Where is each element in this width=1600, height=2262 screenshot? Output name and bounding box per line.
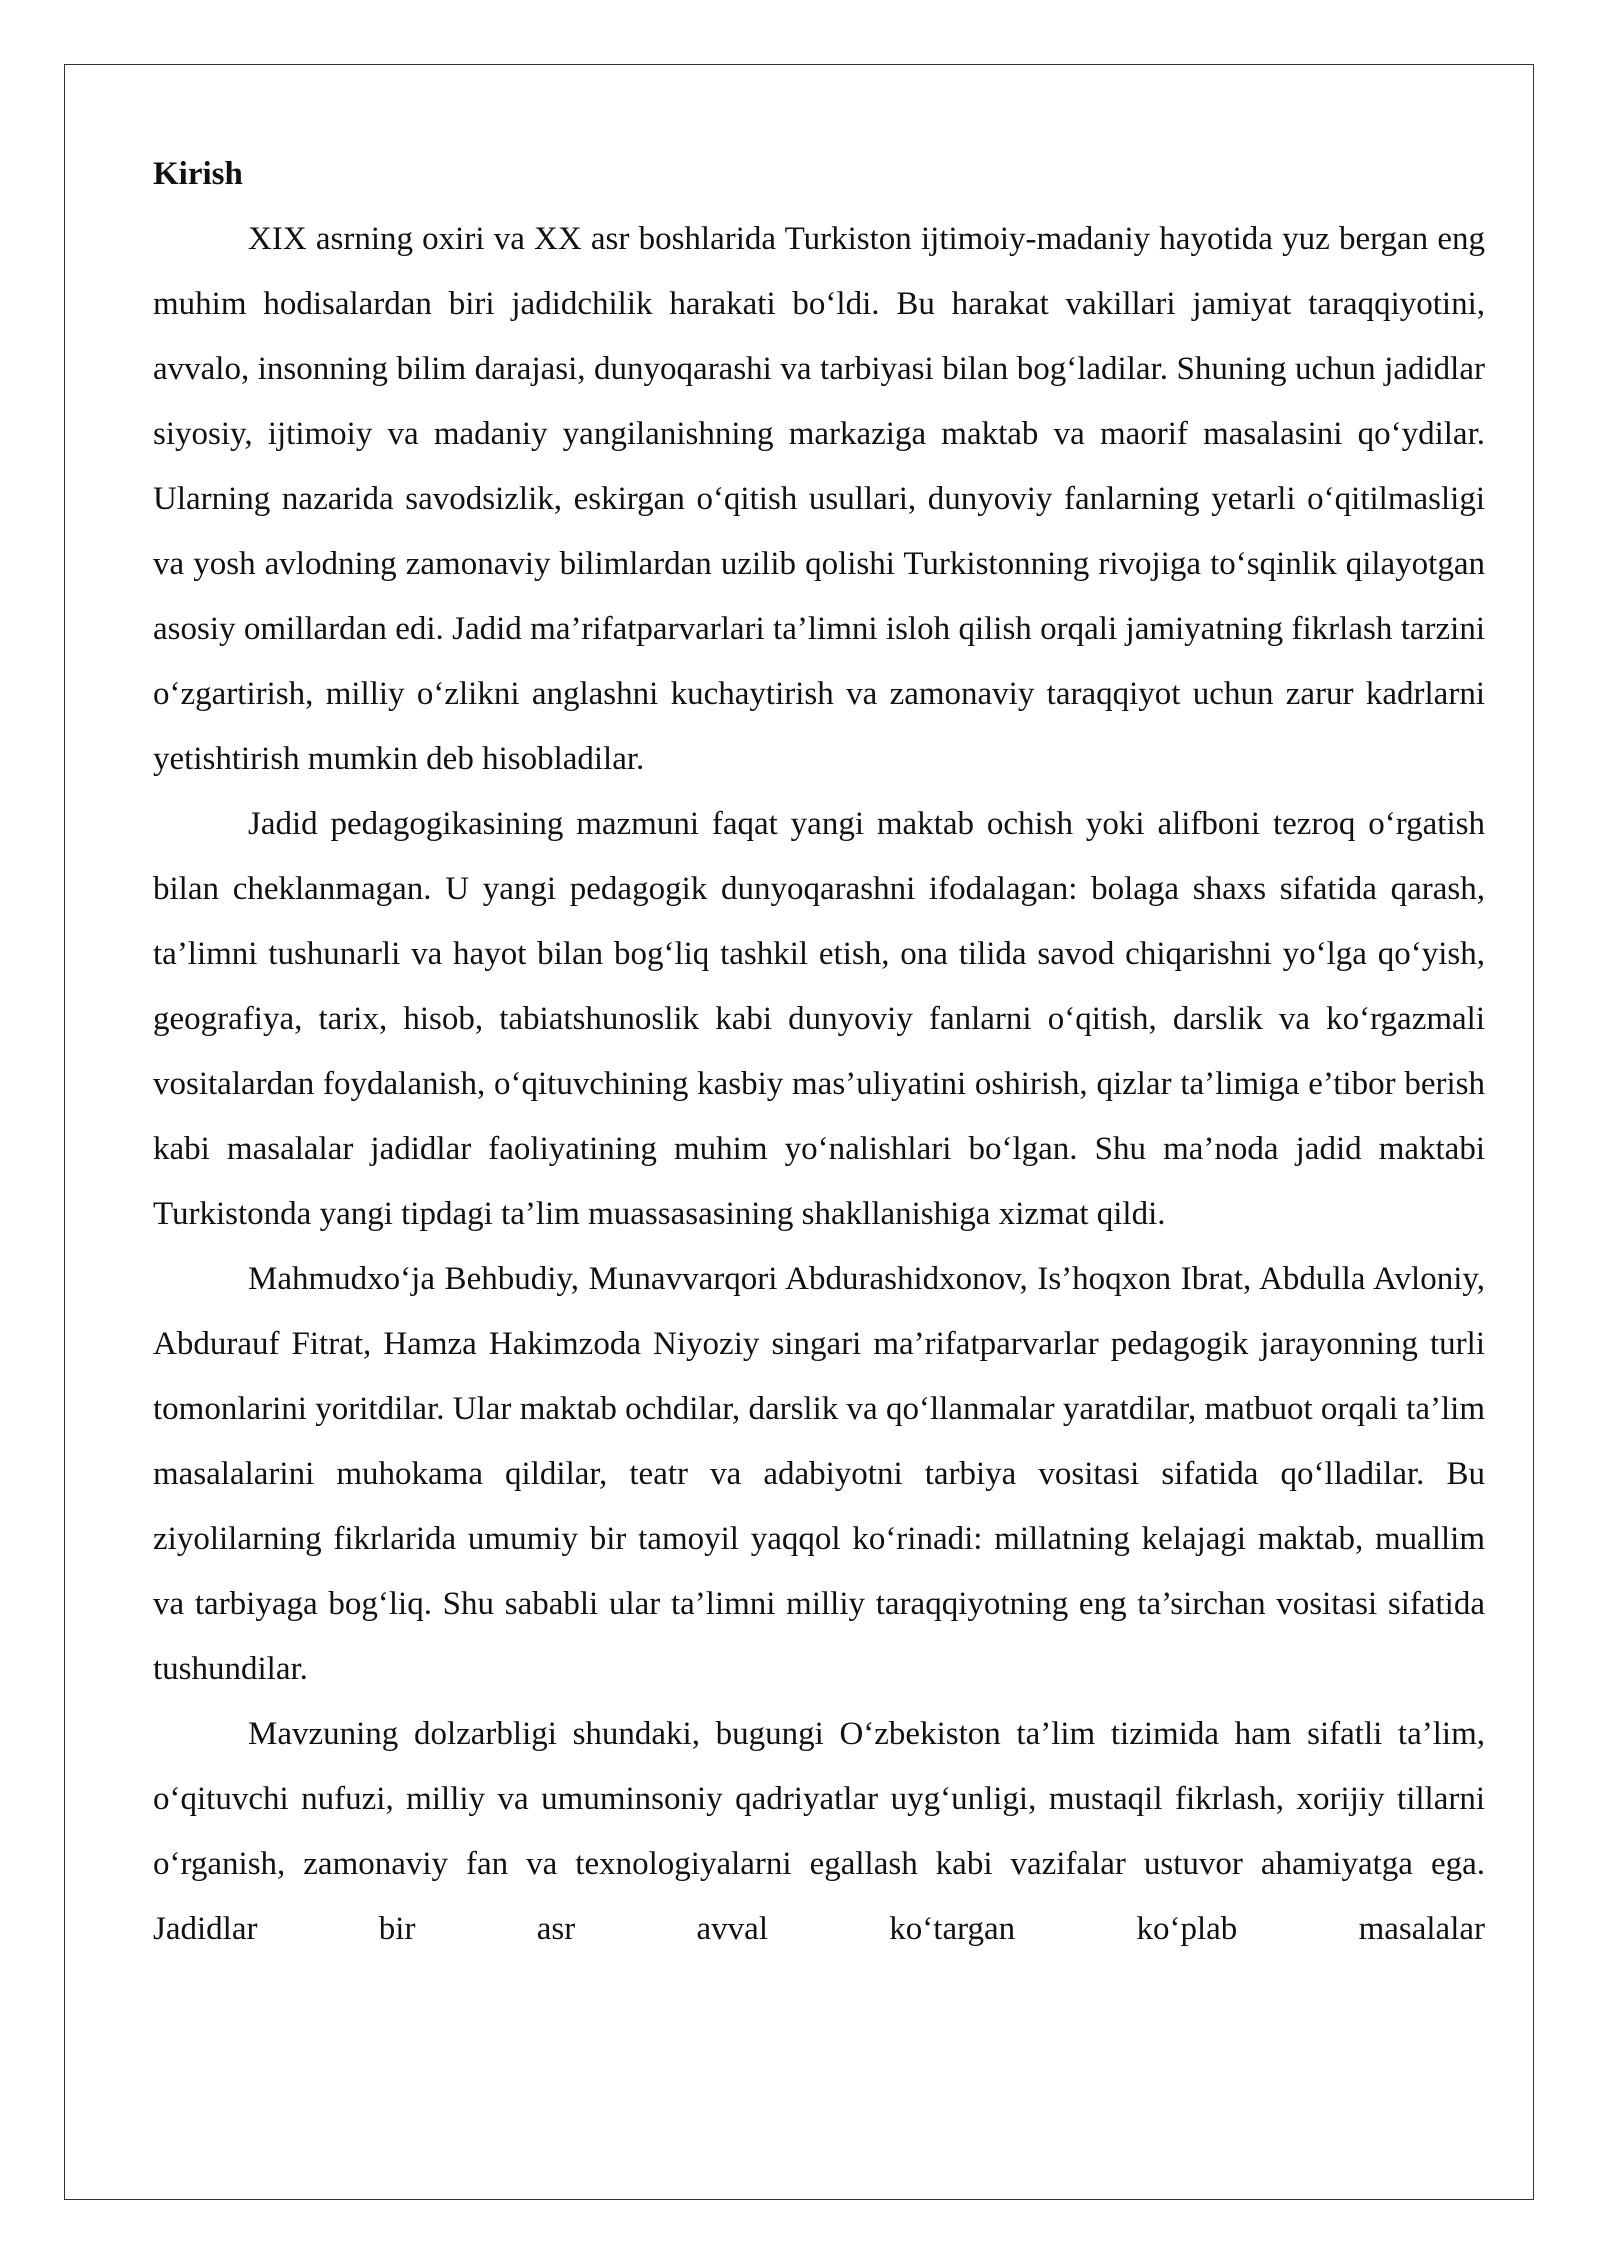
paragraph-4: Mavzuning dolzarbligi shundaki, bugungi O‘zbekiston ta’lim tizimida ham sifatli ta’lim, o‘qituvchi nufuzi, milliy va umuminsoniy qadriyatlar uyg‘unligi, mustaqil fikrlash, xorijiy tillarni o‘rganish, zamonaviy fan va texnologiyalarni egallash kabi vazifalar ustuvor ahamiyatga ega. Jadidlar bir asr avval ko‘targan ko‘plab masalalar xyxy=(153,1716,1485,1947)
paragraph-2: Jadid pedagogikasining mazmuni faqat yangi maktab ochish yoki alifboni tezroq o‘rgatish bilan cheklanmagan. U yangi pedagogik dunyoqarashni ifodalagan: bolaga shaxs sifatida qarash, ta’limni tushunarli va hayot bilan bog‘liq tashkil etish, ona tilida savod chiqarishni yo‘lga qo‘yish, geografiya, tarix, hisob, tabiatshunoslik kabi dunyoviy fanlarni o‘qitish, darslik va ko‘rgazmali vositalardan foydalanish, o‘qituvchining kasbiy mas’uliyatini oshirish, qizlar ta’limiga e’tibor berish kabi masalalar jadidlar faoliyatining muhim yo‘nalishlari bo‘lgan. Shu ma’noda jadid maktabi Turkistonda yangi tipdagi ta’lim muassasasining shakllanishiga xizmat qildi. xyxy=(153,806,1485,1232)
section-heading: Kirish xyxy=(153,156,243,192)
paragraph-3: Mahmudxo‘ja Behbudiy, Munavvarqori Abdurashidxonov, Is’hoqxon Ibrat, Abdulla Avloniy, Abdurauf Fitrat, Hamza Hakimzoda Niyoziy singari ma’rifatparvarlar pedagogik jarayonning turli tomonlarini yoritdilar. Ular maktab ochdilar, darslik va qo‘llanmalar yaratdilar, matbuot orqali ta’lim masalalarini muhokama qildilar, teatr va adabiyotni tarbiya vositasi sifatida qo‘lladilar. Bu ziyolilarning fikrlarida umumiy bir tamoyil yaqqol ko‘rinadi: millatning kelajagi maktab, muallim va tarbiyaga bog‘liq. Shu sababli ular ta’limni milliy taraqqiyotning eng ta’sirchan vositasi sifatida tushundilar. xyxy=(153,1261,1485,1687)
paragraph-1: XIX asrning oxiri va XX asr boshlarida Turkiston ijtimoiy-madaniy hayotida yuz bergan eng muhim hodisalardan biri jadidchilik harakati bo‘ldi. Bu harakat vakillari jamiyat taraqqiyotini, avvalo, insonning bilim darajasi, dunyoqarashi va tarbiyasi bilan bog‘ladilar. Shuning uchun jadidlar siyosiy, ijtimoiy va madaniy yangilanishning markaziga maktab va maorif masalasini qo‘ydilar. Ularning nazarida savodsizlik, eskirgan o‘qitish usullari, dunyoviy fanlarning yetarli o‘qitilmasligi va yosh avlodning zamonaviy bilimlardan uzilib qolishi Turkistonning rivojiga to‘sqinlik qilayotgan asosiy omillardan edi. Jadid ma’rifatparvarlari ta’limni isloh qilish orqali jamiyatning fikrlash tarzini o‘zgartirish, milliy o‘zlikni anglashni kuchaytirish va zamonaviy taraqqiyot uchun zarur kadrlarni yetishtirish mumkin deb hisobladilar. xyxy=(153,221,1485,777)
document-body xyxy=(153,142,1485,1962)
